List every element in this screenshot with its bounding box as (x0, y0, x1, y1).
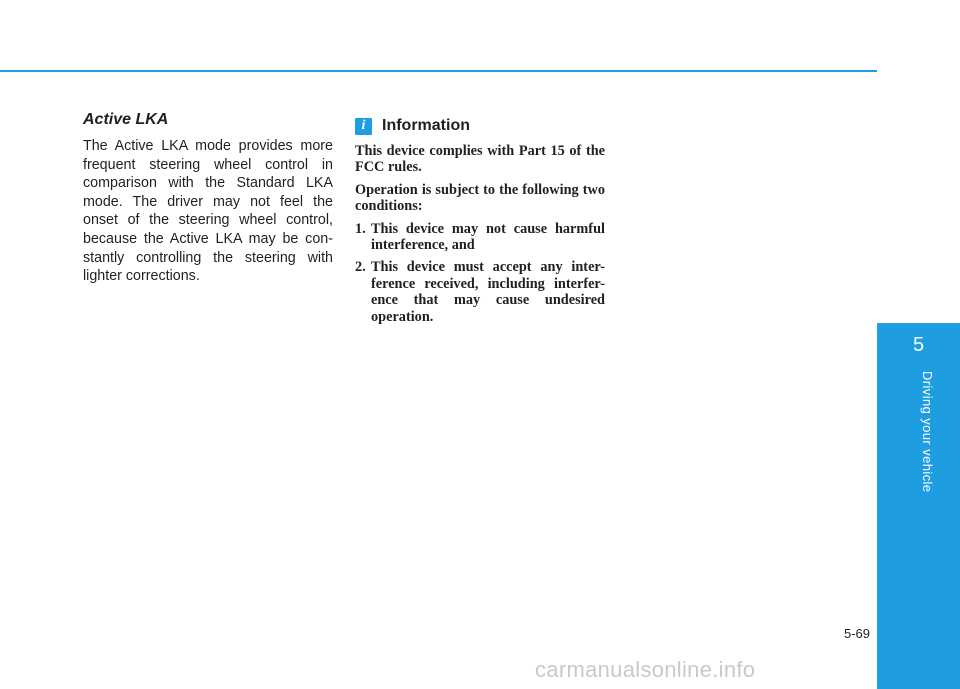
chapter-tab (877, 323, 960, 689)
watermark: carmanualsonline.info (535, 657, 756, 682)
list-item-number: 1. (355, 220, 366, 237)
list-item (355, 221, 605, 254)
header-rule (0, 70, 877, 72)
list-item-number: 2. (355, 259, 366, 276)
chapter-number: 5 (912, 334, 925, 356)
list-item-text: This device must accept any inter-ference received, including interfer-ence that may cause undesired operation. (371, 259, 605, 325)
list-item-text: This device may not cause harmful interference, and (371, 220, 605, 254)
information-paragraph: This device complies with Part 15 of the FCC rules. (355, 143, 605, 176)
conditions-list (355, 221, 605, 325)
info-icon: i (355, 118, 372, 135)
information-paragraph: Operation is subject to the following two conditions: (355, 181, 605, 215)
information-box (355, 116, 605, 331)
chapter-title: Driving your vehicle (920, 371, 935, 493)
information-title: Information (382, 117, 470, 134)
left-column (83, 110, 333, 286)
section-paragraph: The Active LKA mode provides more frequent steering wheel control in comparison with the Standard LKA mode. The driver may not feel the onset of the steering wheel control, because the Active LKA may be con-stantly controlling the steering with lighter corrections. (83, 138, 333, 285)
information-header (355, 116, 605, 136)
list-item (355, 259, 605, 325)
section-heading: Active LKA (83, 111, 169, 128)
page-number: 5-69 (843, 626, 870, 641)
